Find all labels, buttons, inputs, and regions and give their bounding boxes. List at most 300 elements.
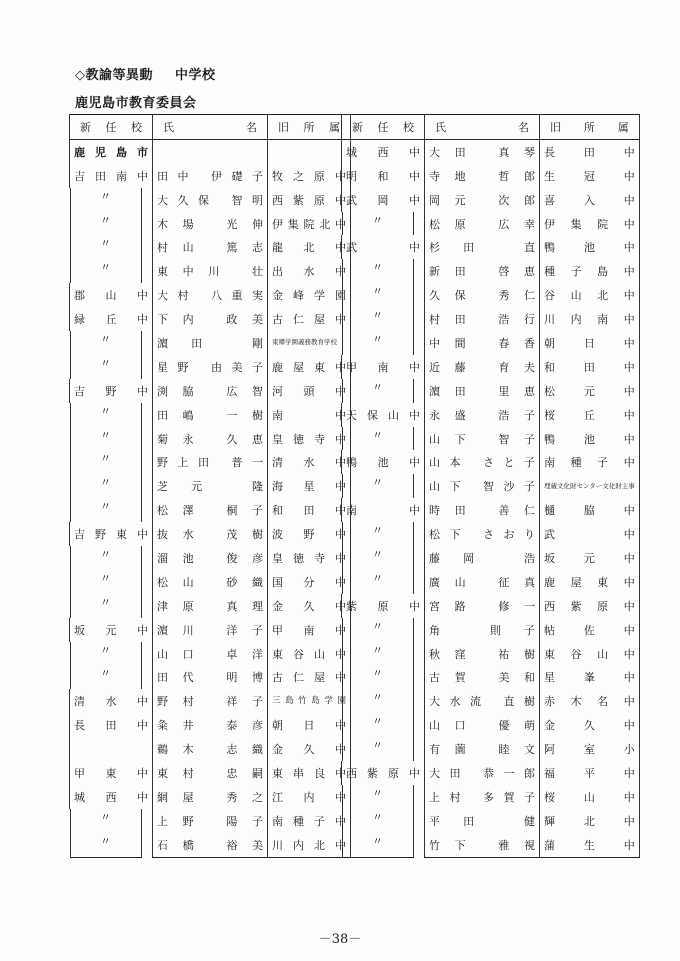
old-school-cell: 福平中: [540, 761, 640, 785]
new-school-cell: 郡山中: [70, 283, 153, 307]
table-row: [70, 785, 351, 809]
header-name: 氏名: [425, 115, 540, 140]
old-school-cell: 鹿屋東中: [540, 570, 640, 594]
name-cell: [425, 450, 540, 474]
teacher-name: 田嶋 一樹: [157, 408, 263, 422]
name-cell: [425, 594, 540, 618]
name-cell: [153, 689, 268, 713]
new-school-cell: 城西中: [342, 139, 425, 163]
table-row: [70, 546, 351, 570]
old-school-cell: 生冠中: [540, 164, 640, 188]
table-row: [70, 594, 351, 618]
old-school-cell: 朝日中: [540, 331, 640, 355]
table-row: [342, 689, 640, 713]
teacher-name: 東村 忠嗣: [157, 766, 263, 780]
table-row: [342, 188, 640, 212]
old-school-cell: 皇徳寺中: [268, 546, 351, 570]
name-cell: [153, 283, 268, 307]
table-row: [342, 331, 640, 355]
old-school-cell: 江内中: [268, 785, 351, 809]
new-school-cell: 鴨池中: [342, 450, 425, 474]
name-cell: [425, 164, 540, 188]
name-cell: [153, 164, 268, 188]
teacher-name: 上野 陽子: [157, 814, 263, 828]
teacher-name: 古賀 美和: [429, 671, 535, 685]
new-school-cell: 〃: [70, 498, 142, 522]
new-school-cell: [70, 737, 153, 761]
new-school-cell: 〃: [342, 689, 414, 713]
new-school-cell: 〃: [70, 642, 142, 666]
name-cell: [153, 642, 268, 666]
new-school-cell: 城西中: [70, 785, 153, 809]
old-school-cell: 武中: [540, 522, 640, 546]
name-cell: [153, 833, 268, 858]
new-school-cell: 天保山中: [342, 403, 425, 427]
table-row: [70, 259, 351, 283]
table-row: [342, 379, 640, 403]
name-cell: [425, 570, 540, 594]
table-row: [70, 379, 351, 403]
new-school-cell: 〃: [70, 259, 142, 283]
old-school-cell: 南中: [268, 403, 351, 427]
teacher-name: 大村 八重実: [157, 289, 263, 303]
table-row: [342, 737, 640, 761]
teacher-name: 抜水 茂樹: [157, 528, 263, 542]
teacher-name: 平田 健: [429, 814, 535, 828]
name-cell: [153, 498, 268, 522]
name-cell: [153, 450, 268, 474]
old-school-cell: 赤木名中: [540, 689, 640, 713]
old-school-cell: 皇徳寺中: [268, 427, 351, 451]
new-school-cell: 明和中: [342, 164, 425, 188]
old-school-cell: 桜丘中: [540, 403, 640, 427]
teacher-name: 大水流 直樹: [429, 695, 535, 709]
name-cell: [153, 809, 268, 833]
name-cell: [153, 546, 268, 570]
old-school-cell: 牧之原中: [268, 164, 351, 188]
old-school-cell: 星峯中: [540, 665, 640, 689]
table-row: [70, 235, 351, 259]
teacher-name: 岡元 次郎: [429, 193, 535, 207]
old-school-cell: 出水中: [268, 259, 351, 283]
table-row: [70, 570, 351, 594]
roster-table-left: [69, 114, 351, 858]
old-school-cell: 東串良中: [268, 761, 351, 785]
new-school-cell: 吉田南中: [70, 164, 153, 188]
name-cell: [153, 331, 268, 355]
name-cell: [425, 307, 540, 331]
old-school-cell: 和田中: [268, 498, 351, 522]
name-cell: [153, 618, 268, 642]
teacher-name: 松澤 桐子: [157, 504, 263, 518]
new-school-cell: 〃: [70, 212, 142, 236]
teacher-name: 藤岡 浩: [429, 551, 535, 565]
teacher-name: 山下 智沙子: [429, 480, 535, 494]
name-cell: [425, 665, 540, 689]
table-row: [342, 713, 640, 737]
teacher-name: 津原 真理: [157, 599, 263, 613]
new-school-cell: 西紫原中: [342, 761, 425, 785]
new-school-cell: 清水中: [70, 689, 153, 713]
old-school-cell: 朝日中: [268, 713, 351, 737]
name-cell: [425, 139, 540, 163]
teacher-name: 山下 智子: [429, 432, 535, 446]
name-cell: [153, 379, 268, 403]
new-school-cell: 吉野中: [70, 379, 153, 403]
table-row: [70, 164, 351, 188]
header-new-school: 新任校: [70, 115, 153, 140]
old-school-cell: 蒲生中: [540, 833, 640, 858]
table-row: [70, 139, 351, 163]
teacher-name: 角 則子: [429, 623, 535, 637]
table-row: [70, 809, 351, 833]
table-row: [342, 833, 640, 858]
new-school-cell: 〃: [70, 355, 142, 379]
name-cell: [153, 139, 268, 163]
old-school-cell: 谷山北中: [540, 283, 640, 307]
table-row: [342, 355, 640, 379]
old-school-cell: 金久中: [268, 737, 351, 761]
name-cell: [153, 307, 268, 331]
name-cell: [153, 713, 268, 737]
old-school-cell: 国分中: [268, 570, 351, 594]
name-cell: [153, 188, 268, 212]
table-row: [342, 474, 640, 498]
table-row: [70, 522, 351, 546]
name-cell: [425, 522, 540, 546]
old-school-cell: 樋脇中: [540, 498, 640, 522]
new-school-cell: 紫原中: [342, 594, 425, 618]
old-school-cell: 長田中: [540, 139, 640, 163]
table-row: [70, 761, 351, 785]
new-school-cell: 〃: [342, 809, 414, 833]
name-cell: [425, 809, 540, 833]
new-school-cell: 〃: [342, 785, 414, 809]
new-school-cell: 〃: [342, 212, 414, 236]
new-school-cell: 坂元中: [70, 618, 153, 642]
teacher-name: 山口 卓洋: [157, 647, 263, 661]
old-school-cell: 清水中: [268, 450, 351, 474]
old-school-cell: 伊集院北中: [268, 212, 351, 236]
old-school-cell: 三島竹島学園: [268, 689, 351, 713]
table-row: [342, 618, 640, 642]
table-row: [342, 642, 640, 666]
table-row: [342, 139, 640, 163]
teacher-name: 村田 浩行: [429, 313, 535, 327]
new-school-cell: 〃: [70, 594, 142, 618]
teacher-name: 野村 祥子: [157, 695, 263, 709]
section-heading: [75, 64, 216, 83]
table-row: [342, 761, 640, 785]
table-row: [342, 283, 640, 307]
old-school-cell: 阿室小: [540, 737, 640, 761]
name-cell: [425, 642, 540, 666]
teacher-name: 渕脇 広智: [157, 384, 263, 398]
table-row: [342, 665, 640, 689]
new-school-cell: 〃: [342, 427, 414, 451]
old-school-cell: 東郷学園義務教育学校: [268, 331, 351, 355]
name-cell: [425, 498, 540, 522]
teacher-name: 大田 真琴: [429, 145, 535, 159]
new-school-cell: 〃: [70, 833, 142, 858]
table-header-row: [342, 115, 640, 140]
new-school-cell: 〃: [342, 474, 414, 498]
name-cell: [425, 403, 540, 427]
name-cell: [425, 737, 540, 761]
table-row: [70, 713, 351, 737]
table-row: [70, 355, 351, 379]
old-school-cell: 金峰学園: [268, 283, 351, 307]
table-row: [70, 188, 351, 212]
new-school-cell: 〃: [70, 809, 142, 833]
teacher-name: 濵田 剛: [157, 336, 263, 350]
old-school-cell: 川内北中: [268, 833, 351, 858]
teacher-name: 石橋 裕美: [157, 838, 263, 852]
name-cell: [153, 737, 268, 761]
old-school-cell: 海星中: [268, 474, 351, 498]
new-school-cell: 吉野東中: [70, 522, 153, 546]
new-school-cell: 〃: [70, 427, 142, 451]
teacher-name: 新田 啓恵: [429, 265, 535, 279]
old-school-cell: 鹿屋東中: [268, 355, 351, 379]
old-school-cell: 帖佐中: [540, 618, 640, 642]
name-cell: [425, 427, 540, 451]
name-cell: [425, 474, 540, 498]
new-school-cell: 〃: [70, 546, 142, 570]
old-school-cell: 東谷山中: [540, 642, 640, 666]
teacher-name: 大久保 智明: [157, 193, 263, 207]
old-school-cell: 鴨池中: [540, 427, 640, 451]
name-cell: [425, 546, 540, 570]
teacher-name: 網屋 秀之: [157, 790, 263, 804]
new-school-cell: 〃: [70, 331, 142, 355]
teacher-name: 時田 善仁: [429, 504, 535, 518]
table-row: [70, 474, 351, 498]
teacher-name: 永盛 浩子: [429, 408, 535, 422]
table-row: [342, 498, 640, 522]
page-number: －38－: [318, 932, 362, 947]
old-school-cell: 和田中: [540, 355, 640, 379]
name-cell: [153, 259, 268, 283]
old-school-cell: 河頭中: [268, 379, 351, 403]
name-cell: [153, 212, 268, 236]
table-row: [342, 594, 640, 618]
old-school-cell: 西紫原中: [268, 188, 351, 212]
teacher-name: 木場 光伸: [157, 217, 263, 231]
table-row: [70, 331, 351, 355]
name-cell: [153, 594, 268, 618]
table-header-row: [70, 115, 351, 140]
table-row: [342, 785, 640, 809]
name-cell: [425, 259, 540, 283]
old-school-cell: 波野中: [268, 522, 351, 546]
name-cell: [153, 665, 268, 689]
teacher-name: 松下 さおり: [429, 528, 535, 542]
table-row: [70, 642, 351, 666]
table-row: [70, 665, 351, 689]
new-school-cell: 〃: [342, 331, 414, 355]
name-cell: [425, 188, 540, 212]
old-school-cell: 南種子中: [540, 450, 640, 474]
old-school-cell: [268, 139, 351, 163]
name-cell: [425, 355, 540, 379]
old-school-cell: 坂元中: [540, 546, 640, 570]
table-row: [70, 403, 351, 427]
new-school-cell: 〃: [342, 642, 414, 666]
new-school-cell: 〃: [342, 259, 414, 283]
roster-table-right: [341, 114, 640, 858]
new-school-cell: 〃: [70, 188, 142, 212]
new-school-cell: 〃: [70, 570, 142, 594]
table-row: [342, 450, 640, 474]
name-cell: [153, 403, 268, 427]
name-cell: [425, 379, 540, 403]
teacher-name: 山本 さと子: [429, 456, 535, 470]
new-school-cell: 〃: [70, 474, 142, 498]
header-old-school: 旧所属: [268, 115, 351, 140]
table-row: [70, 833, 351, 858]
table-row: [70, 283, 351, 307]
teacher-name: 杉田 直: [429, 241, 535, 255]
teacher-name: 鵜木 志織: [157, 743, 263, 757]
board-heading: 鹿児島市教育委員会: [75, 96, 197, 111]
name-cell: [425, 761, 540, 785]
teacher-name: 寺地 哲郎: [429, 169, 535, 183]
old-school-cell: 西紫原中: [540, 594, 640, 618]
name-cell: [425, 833, 540, 858]
new-school-cell: 〃: [342, 618, 414, 642]
old-school-cell: 輝北中: [540, 809, 640, 833]
table-row: [70, 689, 351, 713]
teacher-name: 田代 明博: [157, 671, 263, 685]
new-school-cell: 〃: [342, 546, 414, 570]
table-row: [70, 212, 351, 236]
old-school-cell: 喜入中: [540, 188, 640, 212]
old-school-cell: 鴨池中: [540, 235, 640, 259]
name-cell: [425, 713, 540, 737]
new-school-cell: 〃: [342, 307, 414, 331]
table-row: [342, 427, 640, 451]
table-row: [342, 546, 640, 570]
teacher-name: 東中川 壮: [157, 265, 263, 279]
old-school-cell: 金久中: [268, 594, 351, 618]
teacher-name: 中間 春香: [429, 336, 535, 350]
table-row: [342, 403, 640, 427]
table-row: [70, 307, 351, 331]
name-cell: [425, 331, 540, 355]
table-row: [70, 737, 351, 761]
old-school-cell: 種子島中: [540, 259, 640, 283]
teacher-name: 濵川 洋子: [157, 623, 263, 637]
name-cell: [153, 474, 268, 498]
new-school-cell: 〃: [342, 737, 414, 761]
table-row: [342, 570, 640, 594]
teacher-name: 野上田 普一: [157, 456, 263, 470]
new-school-cell: 長田中: [70, 713, 153, 737]
new-school-cell: 〃: [342, 833, 414, 858]
name-cell: [425, 235, 540, 259]
name-cell: [425, 689, 540, 713]
new-school-cell: 甲南中: [342, 355, 425, 379]
old-school-cell: 伊集院中: [540, 212, 640, 236]
old-school-cell: 古仁屋中: [268, 307, 351, 331]
teacher-name: 松山 砂織: [157, 575, 263, 589]
new-school-cell: 〃: [342, 570, 414, 594]
old-school-cell: 桜山中: [540, 785, 640, 809]
old-school-cell: 金久中: [540, 713, 640, 737]
table-row: [70, 450, 351, 474]
name-cell: [425, 618, 540, 642]
header-name: 氏名: [153, 115, 268, 140]
table-row: [342, 164, 640, 188]
new-school-cell: 〃: [70, 403, 142, 427]
name-cell: [153, 427, 268, 451]
table-row: [70, 618, 351, 642]
old-school-cell: 松元中: [540, 379, 640, 403]
heading-title: ◇教諭等異動: [75, 68, 153, 83]
teacher-name: 粂井 泰彦: [157, 719, 263, 733]
teacher-name: 近藤 育夫: [429, 360, 535, 374]
teacher-name: 有薗 睦文: [429, 743, 535, 757]
name-cell: [425, 283, 540, 307]
teacher-name: 秋窪 祐樹: [429, 647, 535, 661]
table-row: [342, 259, 640, 283]
teacher-name: 菊永 久恵: [157, 432, 263, 446]
new-school-cell: 武中: [342, 235, 425, 259]
teacher-name: 上村 多賀子: [429, 790, 535, 804]
name-cell: [153, 761, 268, 785]
new-school-cell: 〃: [342, 713, 414, 737]
new-school-cell: 〃: [70, 450, 142, 474]
teacher-name: 村山 篤志: [157, 241, 263, 255]
table-row: [342, 809, 640, 833]
header-old-school: 旧所属: [540, 115, 640, 140]
old-school-cell: 川内南中: [540, 307, 640, 331]
new-school-cell: 〃: [342, 522, 414, 546]
teacher-name: 廣山 征真: [429, 575, 535, 589]
new-school-cell: 〃: [342, 283, 414, 307]
name-cell: [153, 570, 268, 594]
old-school-cell: 龍北中: [268, 235, 351, 259]
new-school-cell: 〃: [70, 665, 142, 689]
teacher-name: 濵田 里恵: [429, 384, 535, 398]
old-school-cell: 甲南中: [268, 618, 351, 642]
teacher-name: 田中 伊礎子: [157, 169, 263, 183]
teacher-name: 久保 秀仁: [429, 289, 535, 303]
teacher-name: 松原 広幸: [429, 217, 535, 231]
teacher-name: 芝元 隆: [157, 480, 263, 494]
table-row: [70, 498, 351, 522]
teacher-name: 大田 恭一郎: [429, 766, 535, 780]
table-row: [342, 307, 640, 331]
old-school-cell: 東谷山中: [268, 642, 351, 666]
teacher-name: 星野 由美子: [157, 360, 263, 374]
table-row: [342, 235, 640, 259]
new-school-cell: 武岡中: [342, 188, 425, 212]
teacher-name: 溜池 俊彦: [157, 551, 263, 565]
teacher-name: 山口 優萌: [429, 719, 535, 733]
new-school-cell: 〃: [342, 665, 414, 689]
header-new-school: 新任校: [342, 115, 425, 140]
old-school-cell: 埋蔵文化財センター文化財主事: [540, 474, 640, 498]
name-cell: [153, 785, 268, 809]
teacher-name: 宮路 修一: [429, 599, 535, 613]
teacher-name: 竹下 雅視: [429, 838, 535, 852]
name-cell: [153, 235, 268, 259]
old-school-cell: 古仁屋中: [268, 665, 351, 689]
table-row: [70, 427, 351, 451]
old-school-cell: 南種子中: [268, 809, 351, 833]
